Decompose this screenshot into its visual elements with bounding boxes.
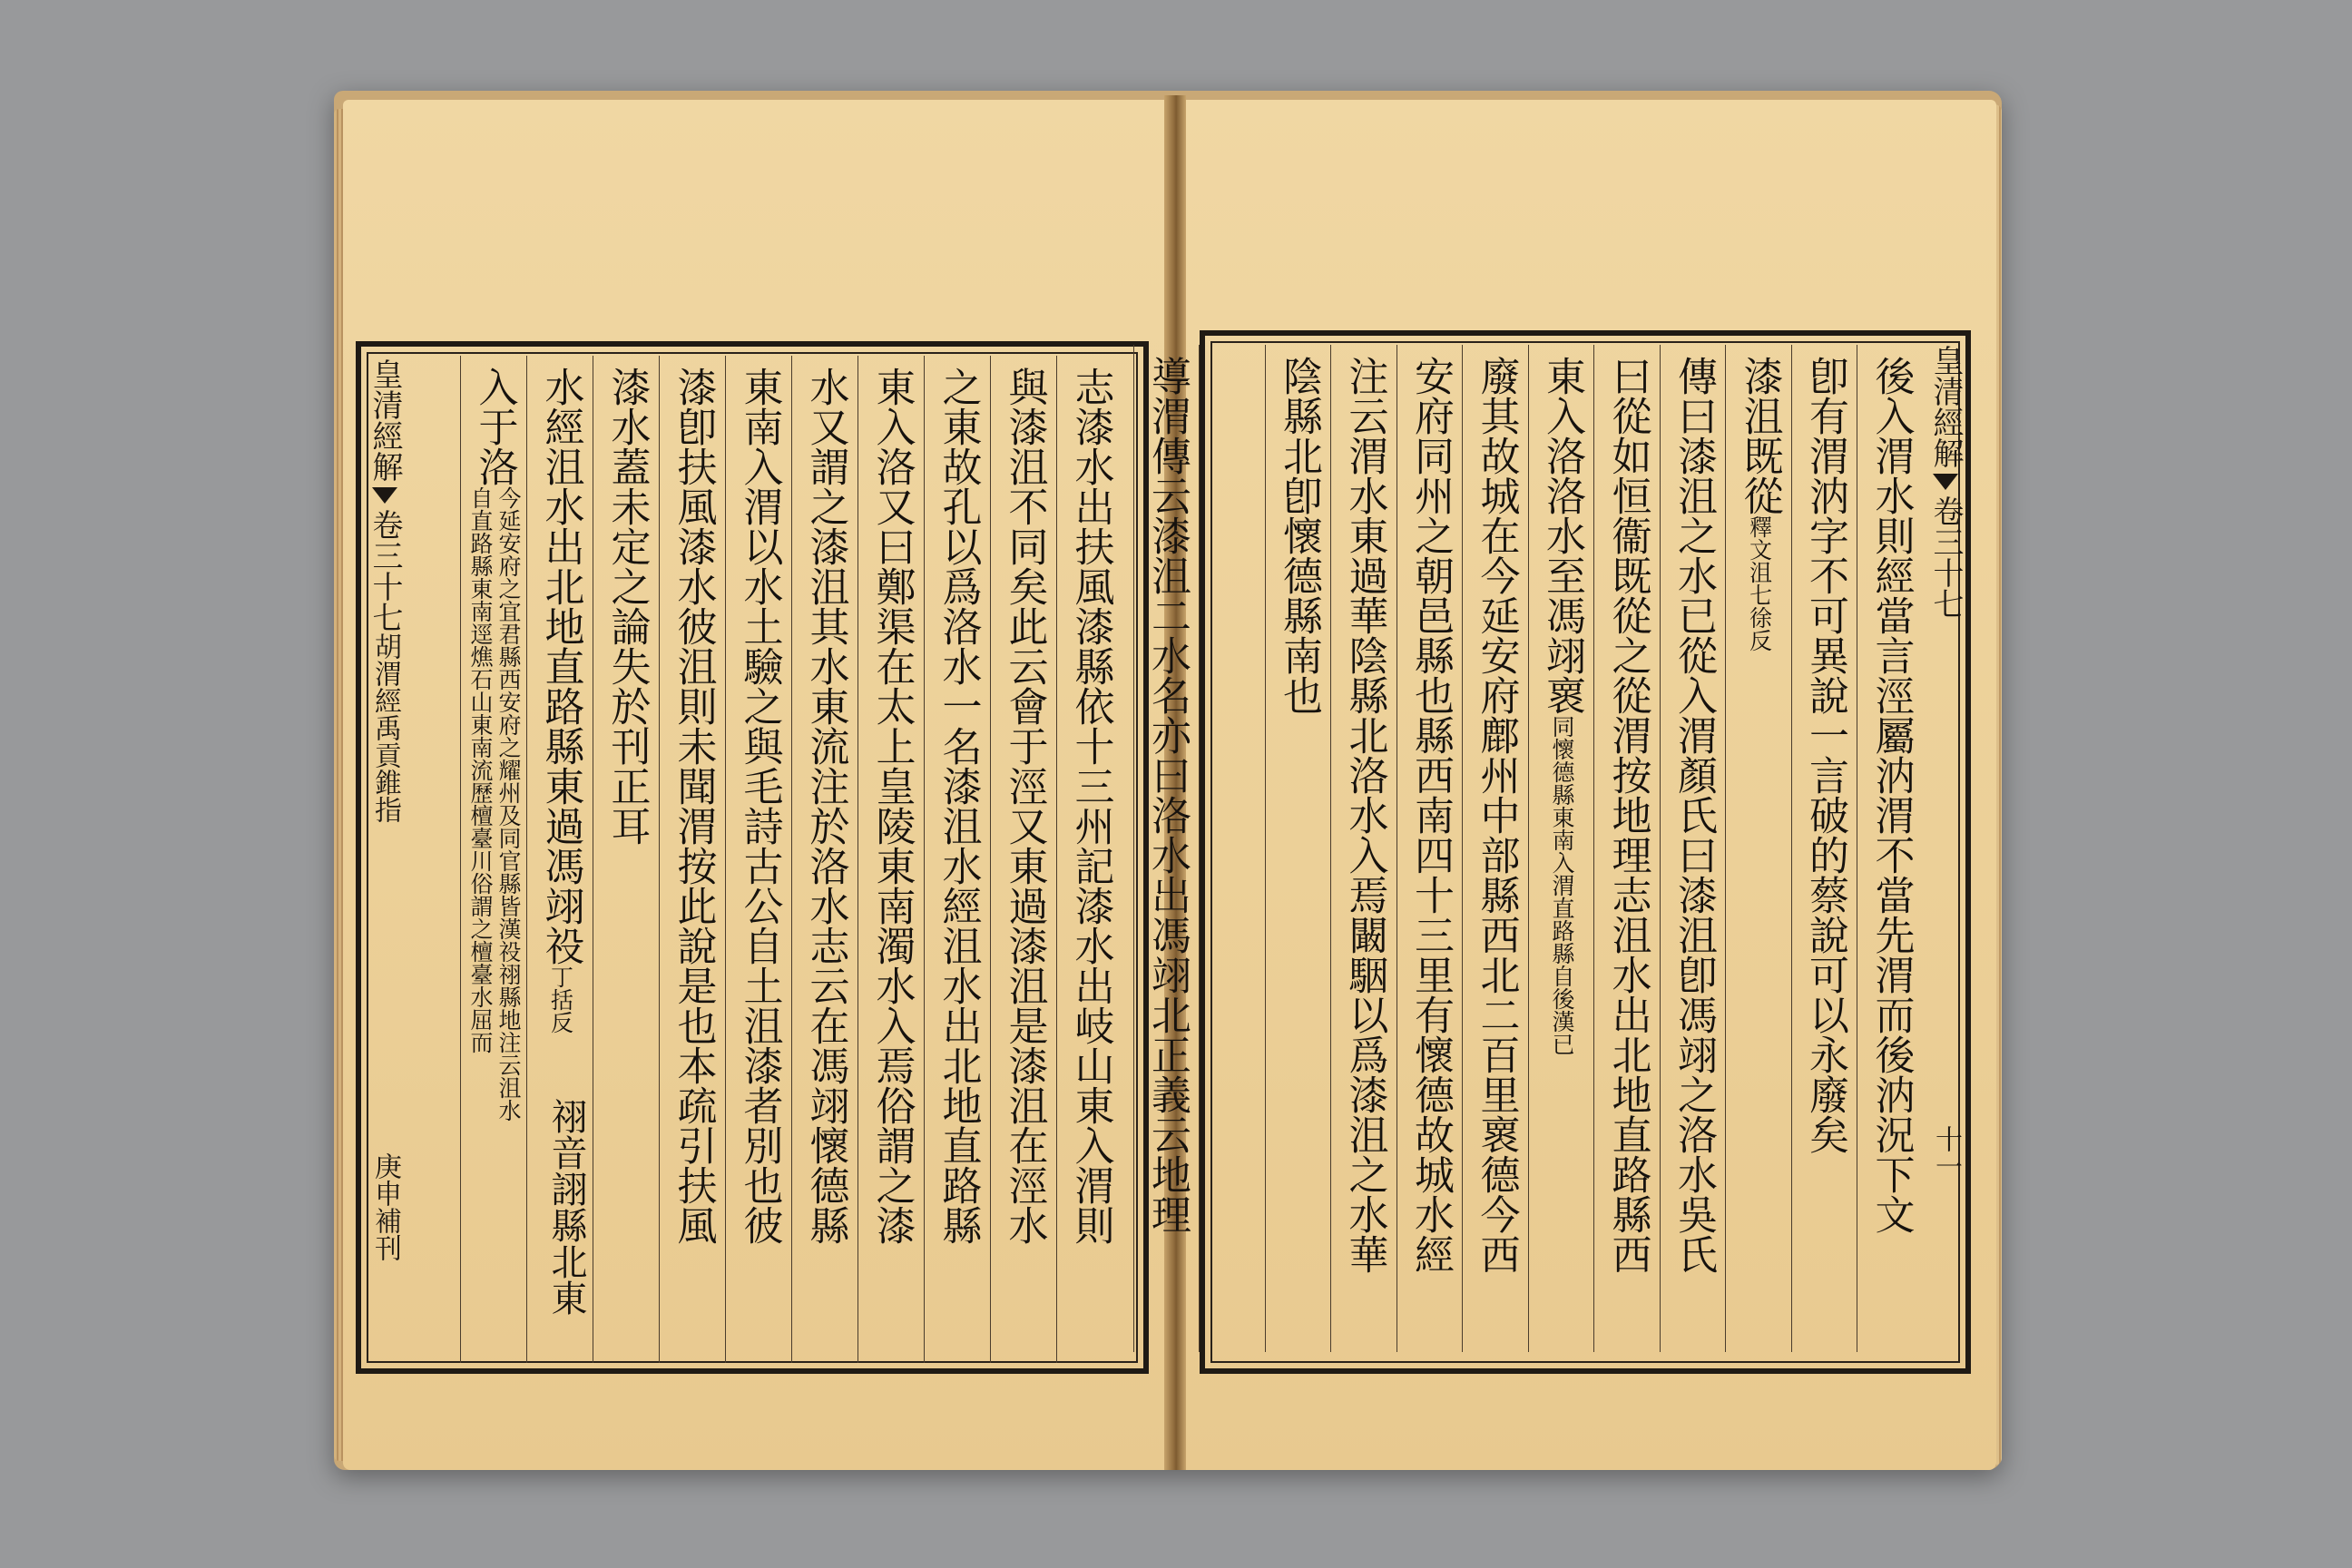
left-edge-subtitle: 胡渭經禹貢錐指: [369, 632, 401, 823]
right-column-text: 東入洛洛水至馮翊褱: [1539, 356, 1585, 715]
right-column-2: [1797, 356, 1855, 1154]
right-column-annotation: 同懷德縣東南入渭直路縣自後漢已: [1549, 715, 1575, 1055]
right-edge-volume: 卷三十七: [1927, 495, 1964, 619]
left-column-text: 漆卽扶風漆水彼沮則未聞渭按此說是也本疏引扶風: [670, 367, 717, 1245]
left-column-rule: [924, 356, 925, 1363]
left-column-8: [598, 367, 656, 846]
left-column-text: 志漆水出扶風漆縣依十三州記漆水出岐山東入渭則: [1067, 367, 1114, 1245]
right-column-rule: [1528, 345, 1529, 1352]
right-column-5: [1599, 356, 1657, 1274]
left-column-1: [1062, 367, 1120, 1245]
right-column-text: 卽有渭汭字不可異說一言破的蔡說可以永廢矣: [1802, 356, 1848, 1154]
right-page-number: [1927, 1125, 1964, 1180]
right-column-text: 注云渭水東過華陰縣北洛水入焉闞駰以爲漆沮之水華: [1341, 356, 1388, 1274]
left-column-6: [730, 367, 789, 1245]
right-column-text: 後入渭水則經當言涇屬汭渭不當先渭而後汭況下文: [1867, 356, 1915, 1234]
fish-tail-mark: [1933, 474, 1958, 490]
left-column-text: 東南入渭以水土驗之與毛詩古公自土沮漆者別也彼: [736, 367, 783, 1245]
right-page-number-text: 十一: [1930, 1125, 1962, 1180]
left-edge-footer: [367, 1152, 403, 1261]
left-column-text: 漆水蓋未定之論失於刊正耳: [603, 367, 651, 846]
left-edge-volume: 卷三十七: [367, 509, 403, 632]
right-column-rule: [1660, 345, 1661, 1352]
right-column-4: [1665, 356, 1723, 1274]
left-column-annotation: 丁括反: [547, 965, 574, 1034]
right-column-text: 廢其故城在今延安府鄜州中部縣西北二百里褱德今西: [1473, 356, 1520, 1274]
left-column-rule: [725, 356, 726, 1363]
left-column-text: 入于洛: [471, 367, 518, 486]
right-column-rule: [1199, 345, 1200, 1352]
fish-tail-mark: [372, 487, 397, 504]
right-column-rule: [1330, 345, 1331, 1352]
left-column-5: [797, 367, 855, 1245]
left-edge-footer-text: 庚申補刊: [369, 1152, 401, 1261]
right-column-text: 安府同州之朝邑縣也縣西南四十三里有懷德故城水經: [1407, 356, 1454, 1274]
right-column-annotation: 釋文沮七徐反: [1746, 515, 1773, 652]
left-column-text: 水經沮水出北地直路縣東過馮翊祋: [537, 367, 584, 965]
left-column-rule: [990, 356, 991, 1363]
right-column-rule: [1593, 345, 1594, 1352]
right-column-8: [1402, 356, 1460, 1274]
right-column-rule: [1133, 345, 1134, 1352]
right-column-9: [1336, 356, 1394, 1274]
right-column-6: [1534, 356, 1592, 1055]
left-column-rule: [526, 356, 527, 1363]
right-column-rule: [1725, 345, 1726, 1352]
left-column-3: [929, 367, 987, 1245]
left-edge-title-text: 皇清經解: [367, 358, 403, 482]
right-column-rule: [1462, 345, 1463, 1352]
right-column-3: [1730, 356, 1788, 652]
left-column-2: [995, 367, 1054, 1245]
right-edge-title-text: 皇清經解: [1927, 345, 1964, 468]
left-column-text: 與漆沮不同矣此云會于涇又東過漆沮是漆沮在涇水: [1001, 367, 1048, 1245]
right-column-1: [1862, 356, 1920, 1234]
left-column-7: [664, 367, 722, 1245]
left-inline-annotation: 祤音詡縣北東: [545, 1098, 587, 1316]
left-column-text: 之東故孔以爲洛水一名漆沮水經沮水出北地直路縣: [935, 367, 982, 1245]
left-column-text: 東入洛又曰鄭渠在太上皇陵東南濁水入焉俗謂之漆: [868, 367, 916, 1245]
right-column-text: 傳曰漆沮之水已從入渭顏氏曰漆沮卽馮翊之洛水吳氏: [1671, 356, 1717, 1274]
right-column-rule: [1791, 345, 1792, 1352]
left-column-10: [466, 367, 524, 1122]
left-column-text: 水又謂之漆沮其水東流注於洛水志云在馮翊懷德縣: [802, 367, 849, 1245]
right-column-text: 曰從如恒衞既從之從渭按地理志沮水出北地直路縣西: [1604, 356, 1651, 1274]
left-column-rule: [659, 356, 660, 1363]
left-column-rule: [1056, 356, 1057, 1363]
left-column-rule: [791, 356, 792, 1363]
right-column-12: [1139, 356, 1197, 1234]
left-column-rule: [460, 356, 461, 1363]
right-column-rule: [1265, 345, 1266, 1352]
right-column-text: 漆沮既從: [1736, 356, 1783, 515]
left-column-4: [863, 367, 921, 1245]
left-column-annotation: 今延安府之宜君縣西安府之耀州及同官縣皆漢祋祤縣地注云沮水自直路縣東南逕燋石山東南流歷檀臺川俗謂之檀臺水屈而: [467, 486, 522, 1122]
right-edge-title: [1926, 345, 1965, 619]
right-column-text: 導渭傳云漆沮二水名亦曰洛水出馮翊北正義云地理: [1144, 356, 1191, 1234]
right-column-rule: [1396, 345, 1397, 1352]
right-column-text: 陰縣北卽懷德縣南也: [1276, 356, 1322, 715]
left-column-9: [532, 367, 590, 1034]
left-edge-title: [365, 358, 405, 823]
right-column-7: [1467, 356, 1525, 1274]
right-column-10: [1270, 356, 1328, 715]
